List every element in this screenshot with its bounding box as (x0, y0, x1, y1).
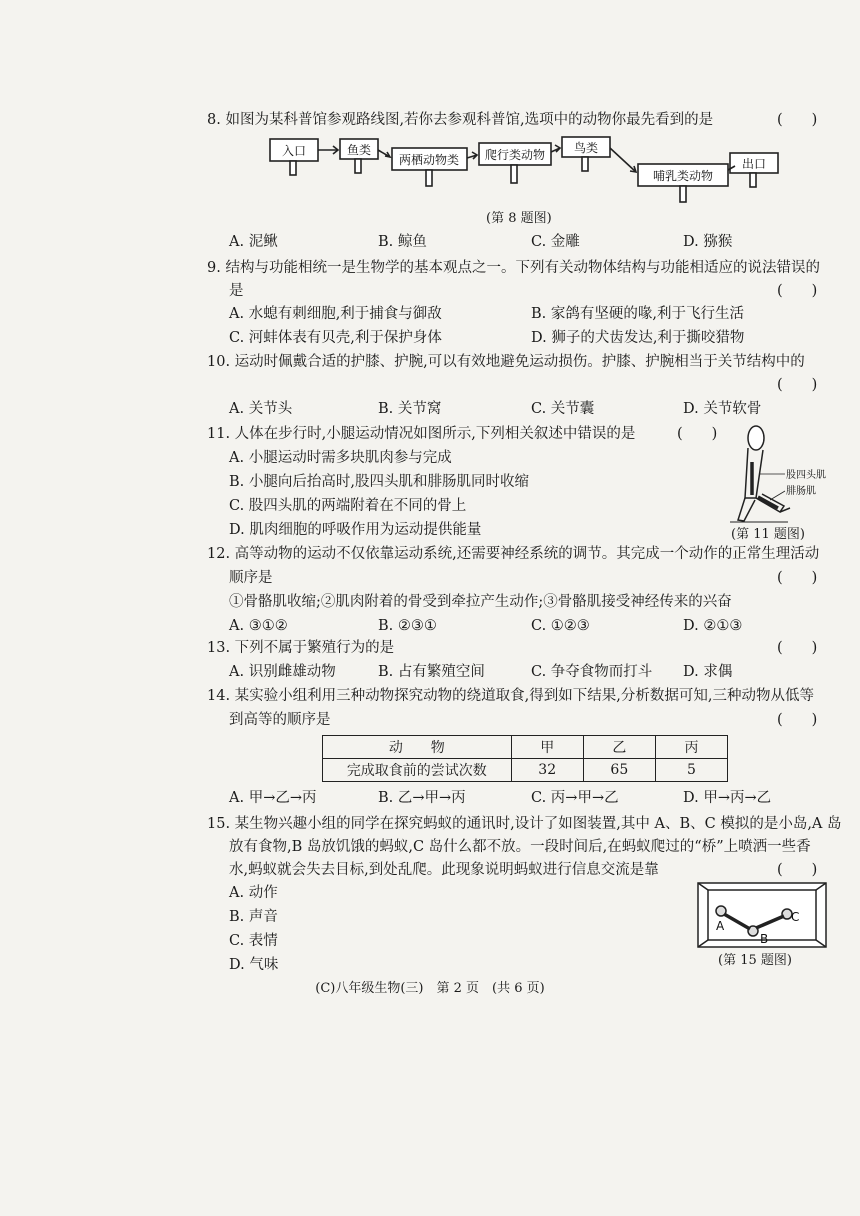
table-cell: 32 (511, 759, 583, 782)
route-reptile: 爬行类动物 (484, 148, 546, 162)
q15-stem-cont2: 水,蚂蚁就会失去目标,到处乱爬。此现象说明蚂蚁进行信息交流是靠 (229, 862, 659, 878)
q8-stem: 8. 如图为某科普馆参观路线图,若你去参观科普馆,选项中的动物你最先看到的是 (207, 112, 714, 128)
q14-option-d: D. 甲→丙→乙 (683, 790, 772, 806)
q10-option-b: B. 关节窝 (378, 401, 442, 417)
page-footer: (C)八年级生物(三) 第 2 页 (共 6 页) (315, 981, 545, 996)
q12-option-d: D. ②①③ (683, 618, 743, 634)
q14-stem: 14. 某实验小组利用三种动物探究动物的绕道取食,得到如下结果,分析数据可知,三种动物从低等 (207, 688, 814, 704)
q15-option-d: D. 气味 (229, 957, 279, 973)
q14-stem-cont: 到高等的顺序是 (229, 712, 331, 728)
table-header-cell: 乙 (583, 736, 655, 759)
q11-caption: (第 11 题图) (731, 527, 805, 542)
q11-label-quadriceps: 股四头肌 (786, 470, 826, 481)
q9-answer-paren: ( ) (777, 283, 818, 299)
q13-option-b: B. 占有繁殖空间 (378, 664, 485, 680)
table-cell: 65 (583, 759, 655, 782)
q11-option-d: D. 肌肉细胞的呼吸作用为运动提供能量 (229, 522, 482, 538)
q9-stem-cont: 是 (229, 283, 244, 299)
q13-option-c: C. 争夺食物而打斗 (531, 664, 653, 680)
q15-option-c: C. 表情 (229, 933, 278, 949)
route-entrance: 入口 (281, 144, 307, 158)
q9-option-a: A. 水螅有刺细胞,利于捕食与御敌 (229, 306, 442, 322)
q8-option-d: D. 猕猴 (683, 234, 733, 250)
q12-stem-cont: 顺序是 (229, 570, 273, 586)
q10-answer-paren: ( ) (777, 377, 818, 393)
q8-caption: (第 8 题图) (486, 211, 552, 226)
route-bird: 鸟类 (573, 141, 599, 155)
q13-option-d: D. 求偶 (683, 664, 733, 680)
table-cell: 完成取食前的尝试次数 (323, 759, 512, 782)
q12-option-b: B. ②③① (378, 618, 437, 634)
q8-answer-paren: ( ) (777, 112, 818, 128)
table-header-cell: 甲 (511, 736, 583, 759)
q11-option-c: C. 股四头肌的两端附着在不同的骨上 (229, 498, 467, 514)
q10-option-c: C. 关节囊 (531, 401, 595, 417)
q11-stem: 11. 人体在步行时,小腿运动情况如图所示,下列相关叙述中错误的是 (207, 426, 636, 442)
q11-answer-paren: ( ) (677, 426, 718, 442)
q9-option-b: B. 家鸽有坚硬的喙,利于飞行生活 (531, 306, 744, 322)
q9-stem: 9. 结构与功能相统一是生物学的基本观点之一。下列有关动物体结构与功能相适应的说法错误的 (207, 260, 820, 276)
table-header-cell: 动 物 (323, 736, 512, 759)
q11-label-gastrocnemius: 腓肠肌 (786, 486, 816, 497)
q15-label-a: A (716, 919, 725, 933)
q11-option-a: A. 小腿运动时需多块肌肉参与完成 (229, 450, 452, 466)
q13-answer-paren: ( ) (777, 640, 818, 656)
q13-option-a: A. 识别雌雄动物 (229, 664, 336, 680)
q10-stem: 10. 运动时佩戴合适的护膝、护腕,可以有效地避免运动损伤。护膝、护腕相当于关节结构中的 (207, 354, 805, 370)
q12-option-c: C. ①②③ (531, 618, 590, 634)
table-header-cell: 丙 (655, 736, 727, 759)
q15-label-b: B (760, 932, 769, 946)
route-fish: 鱼类 (346, 143, 372, 157)
q14-option-c: C. 丙→甲→乙 (531, 790, 619, 806)
q12-items: ①骨骼肌收缩;②肌肉附着的骨受到牵拉产生动作;③骨骼肌接受神经传来的兴奋 (229, 594, 732, 610)
q15-caption: (第 15 题图) (718, 953, 792, 968)
route-amphibian: 两栖动物类 (398, 153, 460, 167)
q14-answer-paren: ( ) (777, 712, 818, 728)
q12-answer-paren: ( ) (777, 570, 818, 586)
q13-stem: 13. 下列不属于繁殖行为的是 (207, 640, 395, 656)
q15-stem: 15. 某生物兴趣小组的同学在探究蚂蚁的通讯时,设计了如图装置,其中 A、B、C 模拟的是小岛,A 岛 (207, 816, 842, 832)
q9-option-d: D. 狮子的犬齿发达,利于撕咬猎物 (531, 330, 745, 346)
q11-option-b: B. 小腿向后抬高时,股四头肌和腓肠肌同时收缩 (229, 474, 529, 490)
q12-stem: 12. 高等动物的运动不仅依靠运动系统,还需要神经系统的调节。其完成一个动作的正常生理活动 (207, 546, 820, 562)
q15-stem-cont: 放有食物,B 岛放饥饿的蚂蚁,C 岛什么都不放。一段时间后,在蚂蚁爬过的“桥”上喷洒一些香 (229, 839, 811, 855)
q12-option-a: A. ③①② (229, 618, 288, 634)
q8-option-a: A. 泥鳅 (229, 234, 278, 250)
q15-label-c: C (791, 910, 800, 924)
q8-option-b: B. 鲸鱼 (378, 234, 427, 250)
q9-option-c: C. 河蚌体表有贝壳,利于保护身体 (229, 330, 442, 346)
table-cell: 5 (655, 759, 727, 782)
q15-option-a: A. 动作 (229, 885, 278, 901)
q15-option-b: B. 声音 (229, 909, 278, 925)
q10-option-d: D. 关节软骨 (683, 401, 762, 417)
q14-option-b: B. 乙→甲→丙 (378, 790, 466, 806)
route-mammal: 哺乳类动物 (652, 169, 714, 183)
q15-answer-paren: ( ) (777, 862, 818, 878)
q8-option-c: C. 金雕 (531, 234, 580, 250)
route-exit: 出口 (741, 157, 767, 171)
q14-option-a: A. 甲→乙→丙 (229, 790, 317, 806)
q10-option-a: A. 关节头 (229, 401, 293, 417)
